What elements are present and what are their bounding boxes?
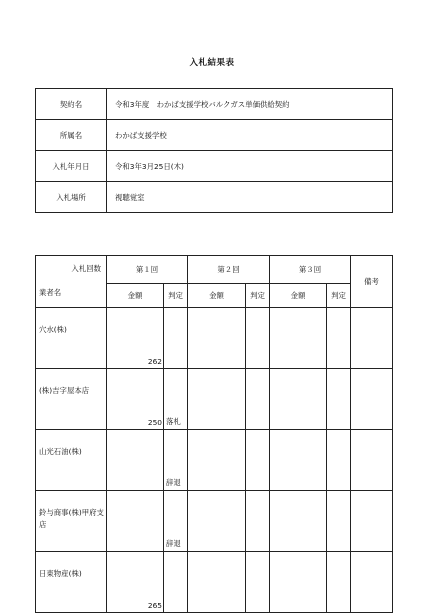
remarks-cell	[351, 369, 393, 430]
info-row-contract-name	[36, 89, 393, 120]
round3-judgement	[327, 369, 351, 430]
round3-amount	[270, 369, 327, 430]
round3-amount	[270, 308, 327, 369]
info-label: 所属名	[36, 120, 107, 151]
header-round-count: 入札回数	[71, 264, 101, 273]
table-row	[36, 369, 393, 430]
round3-amount	[270, 430, 327, 491]
header-remarks: 備考	[351, 256, 393, 308]
header-judgement: 判定	[164, 284, 188, 308]
header-corner-cell	[36, 256, 107, 308]
info-value: わかば支援学校	[107, 120, 393, 151]
table-row	[36, 308, 393, 369]
info-row-department	[36, 120, 393, 151]
vendor-name: 山光石油(株)	[36, 430, 107, 491]
header-vendor: 業者名	[39, 288, 62, 297]
round3-judgement	[327, 552, 351, 613]
page-title: 入札結果表	[189, 58, 235, 68]
bid-header-row-1	[36, 256, 393, 284]
round3-judgement	[327, 491, 351, 552]
table-row	[36, 430, 393, 491]
round1-judgement	[164, 308, 188, 369]
round1-amount: 265	[107, 552, 164, 613]
round2-amount	[188, 308, 246, 369]
round1-amount: 262	[107, 308, 164, 369]
header-amount: 金額	[270, 284, 327, 308]
table-row	[36, 552, 393, 613]
vendor-name: 日東物産(株)	[36, 552, 107, 613]
round2-amount	[188, 491, 246, 552]
round2-judgement	[246, 308, 270, 369]
round2-judgement	[246, 491, 270, 552]
header-judgement: 判定	[246, 284, 270, 308]
round2-judgement	[246, 552, 270, 613]
round2-amount	[188, 552, 246, 613]
header-amount: 金額	[188, 284, 246, 308]
info-value: 視聴覚室	[107, 182, 393, 213]
info-row-bid-date	[36, 151, 393, 182]
header-round-1: 第１回	[107, 256, 188, 284]
remarks-cell	[351, 491, 393, 552]
round1-amount: 250	[107, 369, 164, 430]
remarks-cell	[351, 552, 393, 613]
remarks-cell	[351, 430, 393, 491]
round2-amount	[188, 430, 246, 491]
round1-judgement	[164, 552, 188, 613]
header-amount: 金額	[107, 284, 164, 308]
header-round-2: 第２回	[188, 256, 270, 284]
table-row	[36, 491, 393, 552]
info-value: 令和3年3月25日(木)	[107, 151, 393, 182]
round1-judgement: 辞退	[164, 430, 188, 491]
vendor-name: (株)吉字屋本店	[36, 369, 107, 430]
remarks-cell	[351, 308, 393, 369]
round1-amount	[107, 491, 164, 552]
round2-judgement	[246, 430, 270, 491]
info-label: 契約名	[36, 89, 107, 120]
info-label: 入札場所	[36, 182, 107, 213]
contract-info-table	[35, 88, 393, 213]
header-round-3: 第３回	[270, 256, 351, 284]
info-row-bid-place	[36, 182, 393, 213]
vendor-name: 穴水(株)	[36, 308, 107, 369]
vendor-name: 鈴与商事(株)甲府支店	[36, 491, 107, 552]
bid-results-table	[35, 255, 393, 613]
round3-judgement	[327, 430, 351, 491]
round2-amount	[188, 369, 246, 430]
round3-judgement	[327, 308, 351, 369]
round1-amount	[107, 430, 164, 491]
round3-amount	[270, 552, 327, 613]
header-judgement: 判定	[327, 284, 351, 308]
info-label: 入札年月日	[36, 151, 107, 182]
round2-judgement	[246, 369, 270, 430]
info-value: 令和3年度 わかば支援学校バルクガス単価供給契約	[107, 89, 393, 120]
round1-judgement: 辞退	[164, 491, 188, 552]
round1-judgement: 落札	[164, 369, 188, 430]
round3-amount	[270, 491, 327, 552]
